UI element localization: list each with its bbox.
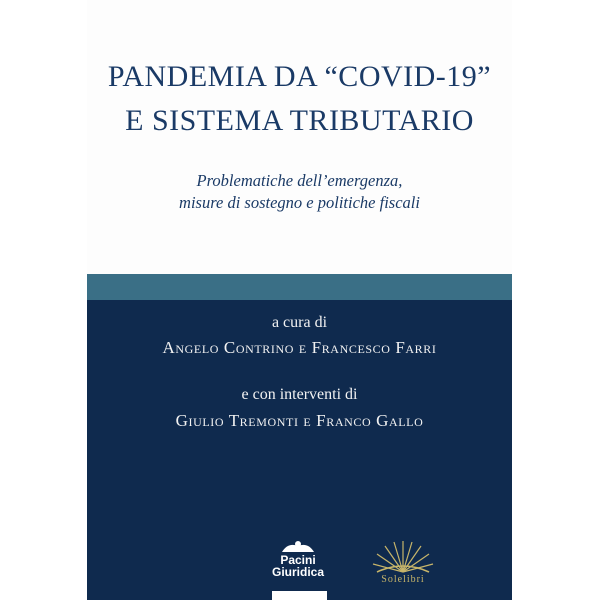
book-title-line2: E SISTEMA TRIBUTARIO: [125, 104, 474, 137]
publisher-logo: [265, 540, 331, 582]
book-cover: [87, 0, 512, 600]
editors-names: Angelo Contrino e Francesco Farri: [162, 338, 437, 357]
book-subtitle-line1: Problematiche dell’emergenza,: [196, 171, 403, 190]
series-label: Solelibri: [381, 574, 425, 585]
book-subtitle-line2: misure di sostegno e politiche fiscali: [179, 193, 420, 212]
editors-intro: a cura di: [271, 314, 328, 331]
accent-band: [87, 274, 512, 300]
contributors-names: Giulio Tremonti e Franco Gallo: [175, 411, 424, 430]
publisher-emblem-icon: [265, 540, 331, 554]
bottom-spine-tab: [272, 591, 327, 600]
credits-panel: [87, 300, 512, 600]
book-title-line1: PANDEMIA DA “COVID-19”: [107, 60, 492, 93]
publisher-name-line2: Giuridica: [271, 565, 324, 579]
publisher-name-line1: Pacini: [280, 553, 316, 567]
sun-rays-icon: [367, 540, 439, 574]
series-logo: [367, 540, 439, 586]
contributors-intro: e con interventi di: [241, 386, 358, 403]
